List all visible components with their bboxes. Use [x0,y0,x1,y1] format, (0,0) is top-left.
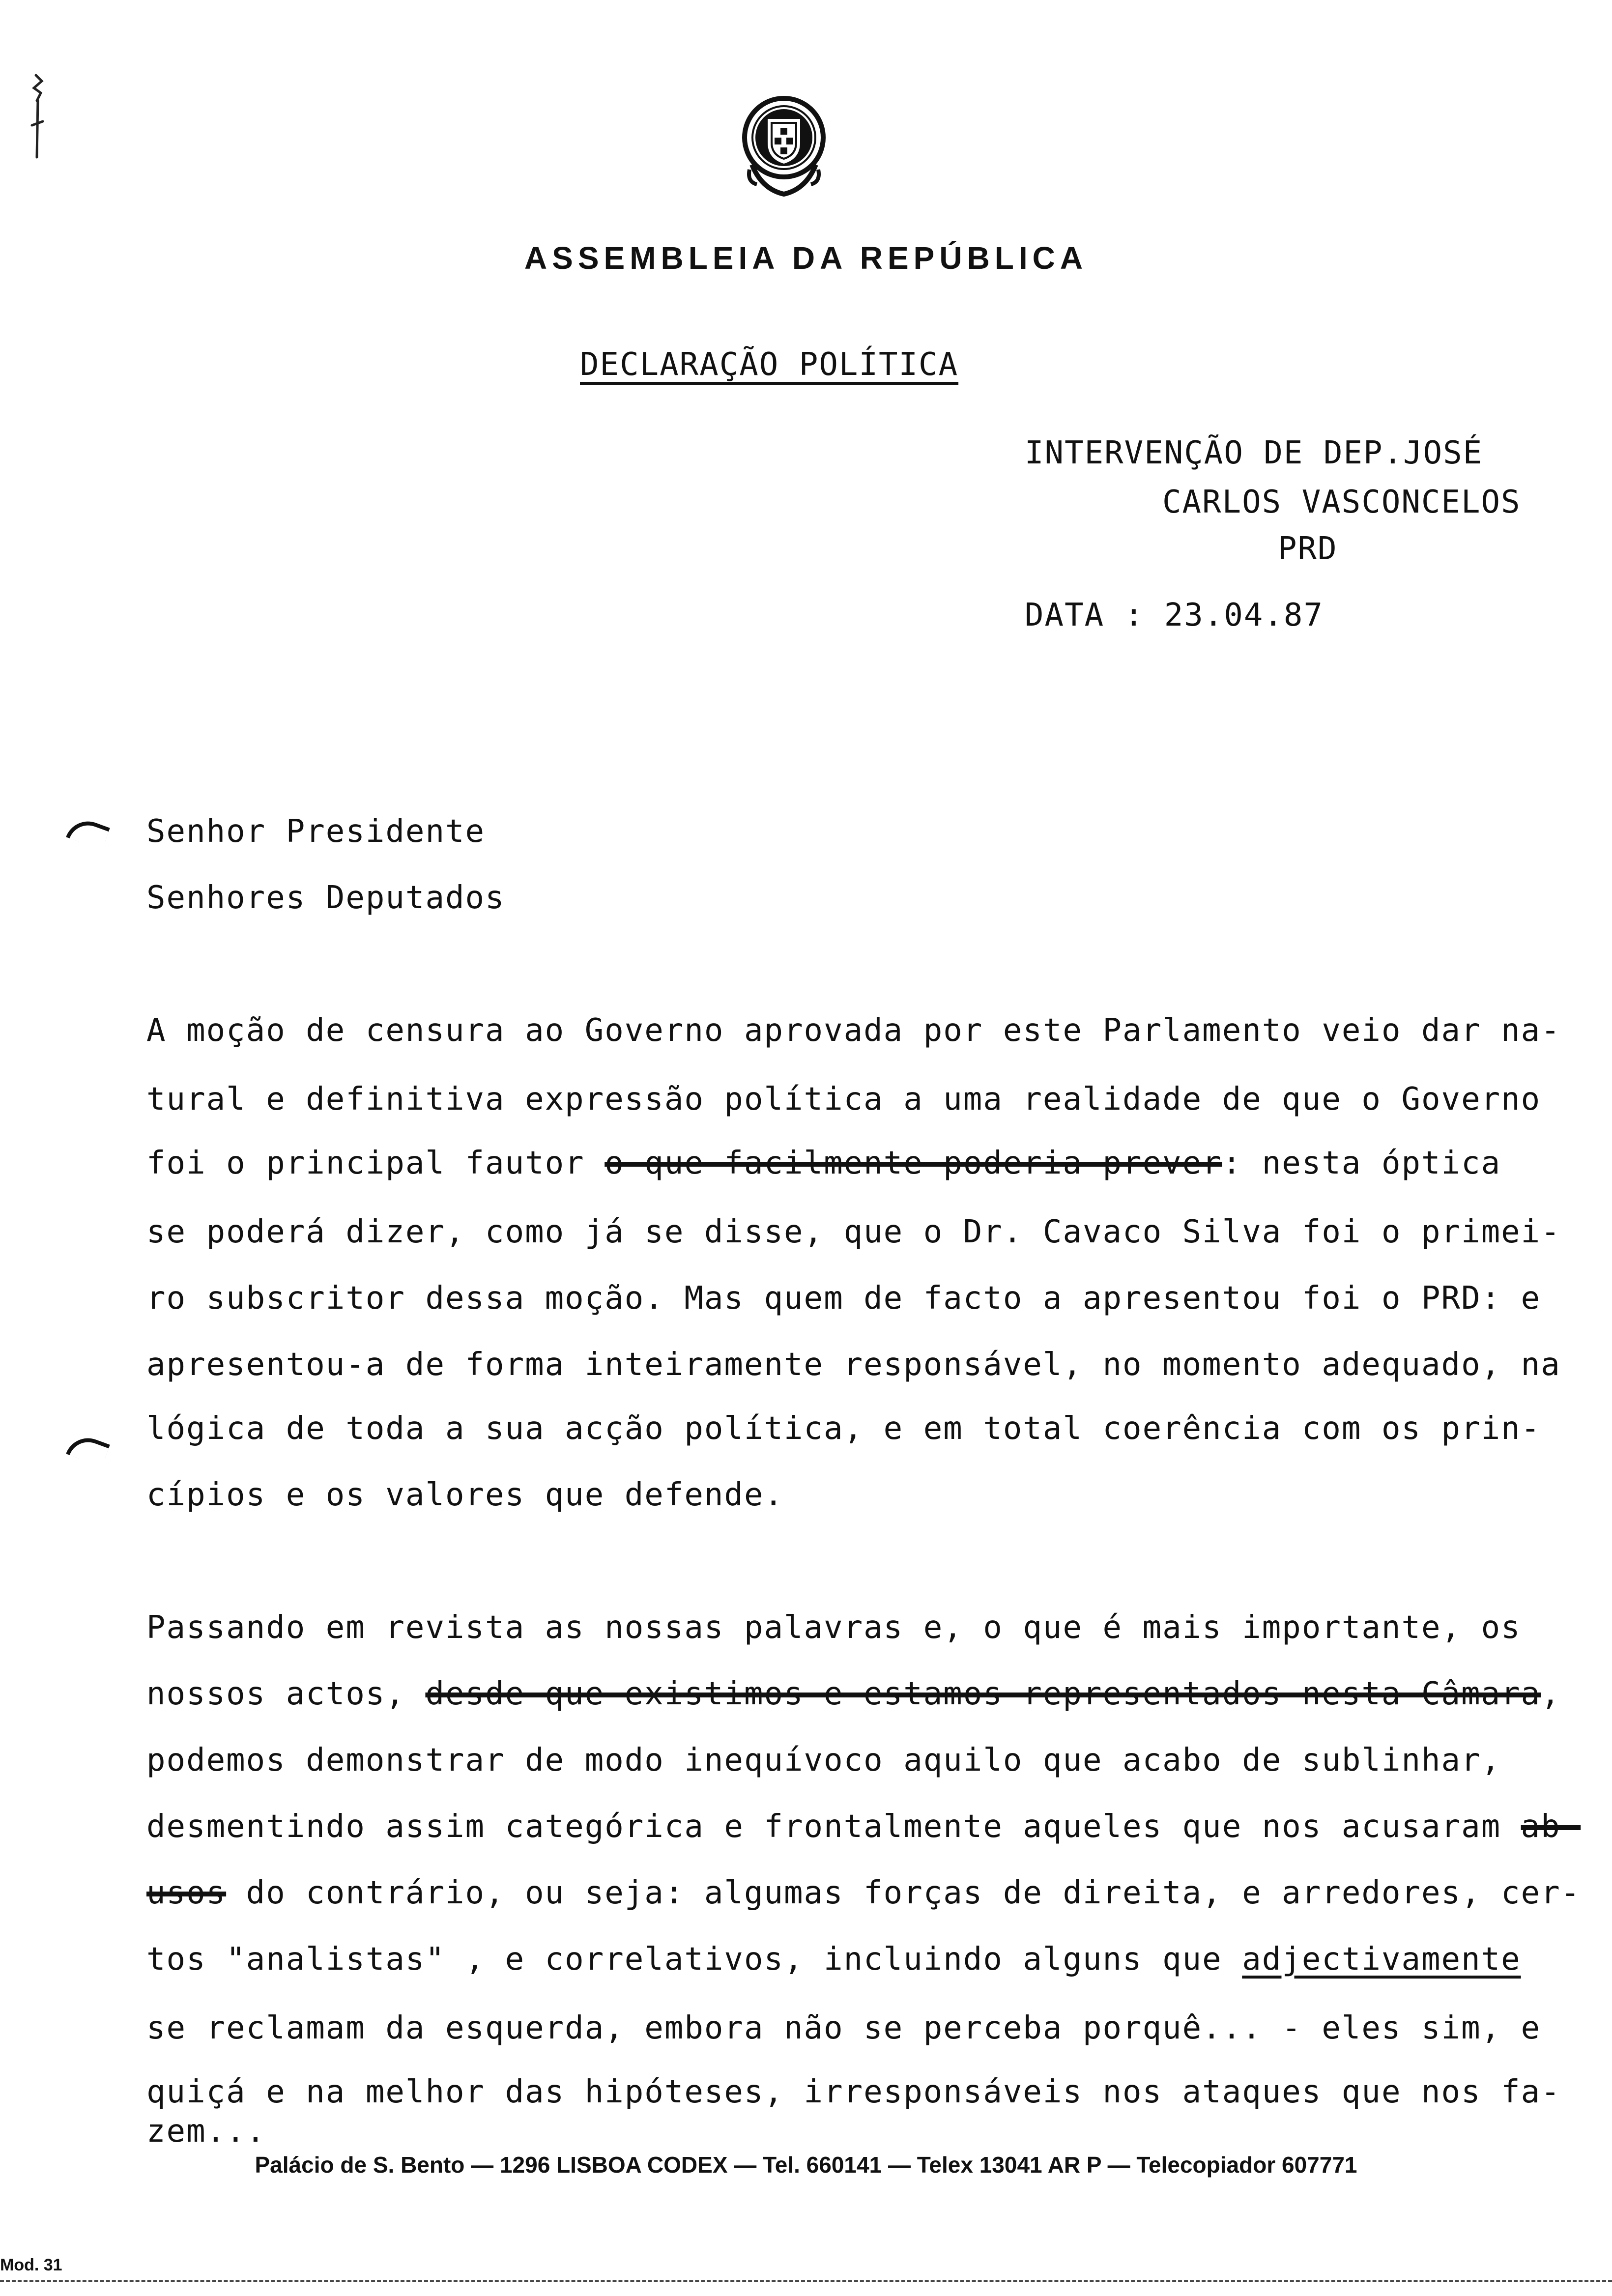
text-line: tural e definitiva expressão política a uma realidade de que o Governo [146,1081,1541,1118]
struck-text: o que facilmente poderia prever [604,1145,1222,1181]
form-code: Mod. 31 [0,2256,62,2274]
text-segment: nossos actos, [146,1676,426,1712]
text-line: se poderá dizer, como já se disse, que o Dr. Cavaco Silva foi o primei- [146,1214,1561,1250]
coat-of-arms-emblem [732,91,835,204]
handwritten-mark [27,71,47,165]
text-line [146,1676,1561,1712]
text-line: apresentou-a de forma inteiramente responsável, no momento adequado, na [146,1347,1561,1383]
text-line [146,1875,1581,1911]
institution-name: ASSEMBLEIA DA REPÚBLICA [524,240,1088,276]
text-line: cípios e os valores que defende. [146,1477,784,1513]
underlined-text: adjectivamente [1242,1941,1521,1978]
text-line: Passando em revista as nossas palavras e, o que é mais importante, os [146,1609,1521,1646]
text-segment: , [1541,1676,1561,1712]
footer-address: Palácio de S. Bento — 1296 LISBOA CODEX — Tel. 660141 — Telex 13041 AR P — Telecopiador 607771 [255,2152,1357,2178]
date-line: DATA : 23.04.87 [1025,597,1324,633]
speaker-line-2: CARLOS VASCONCELOS [1162,484,1521,520]
text-segment: foi o principal fautor [146,1145,605,1181]
text-line: se reclamam da esquerda, embora não se perceba porquê... - eles sim, e [146,2010,1541,2046]
margin-mark [66,1432,110,1467]
text-line: A moção de censura ao Governo aprovada por este Parlamento veio dar na- [146,1012,1561,1049]
text-line: lógica de toda a sua acção política, e em total coerência com os prin- [146,1410,1541,1447]
bottom-divider [0,2280,1612,2282]
text-line [146,1145,1501,1181]
text-line: podemos demonstrar de modo inequívoco aquilo que acabo de sublinhar, [146,1742,1501,1779]
document-title: DECLARAÇÃO POLÍTICA [580,346,959,383]
text-segment: do contrário, ou seja: algumas forças de direita, e arredores, cer- [226,1875,1581,1911]
salutation-president: Senhor Presidente [146,813,486,850]
struck-text: usos [146,1875,227,1911]
text-segment: tos "analistas" , e correlativos, incluindo alguns que [146,1941,1242,1978]
text-segment: desmentindo assim categórica e frontalmente aqueles que nos acusaram [146,1808,1521,1845]
speaker-line-1: INTERVENÇÃO DE DEP.JOSÉ [1025,435,1483,471]
salutation-deputies: Senhores Deputados [146,880,505,916]
party-label: PRD [1278,531,1338,567]
text-line [146,1941,1521,1978]
margin-mark [66,815,110,850]
struck-text: desde que existimos e estamos representados nesta Câmara [425,1676,1541,1712]
text-segment: : nesta óptica [1222,1145,1501,1181]
text-line: ro subscritor dessa moção. Mas quem de facto a apresentou foi o PRD: e [146,1280,1541,1317]
text-line: zem... [146,2113,266,2150]
text-line [146,1808,1581,1845]
struck-text: ab- [1521,1808,1581,1845]
text-line: quiçá e na melhor das hipóteses, irresponsáveis nos ataques que nos fa- [146,2074,1561,2110]
